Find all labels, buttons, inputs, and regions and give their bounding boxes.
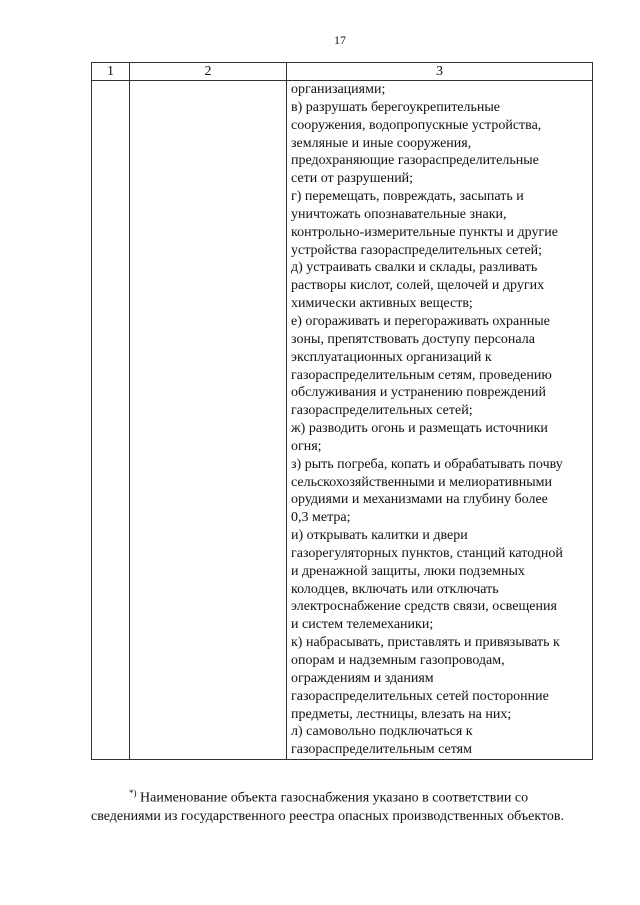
cell-text-line: в) разрушать берегоукрепительные [291,99,501,115]
table-header-row [92,63,593,81]
table-row [92,81,593,760]
page-number: 17 [334,33,346,47]
footnote [91,784,592,826]
cell-text-line: л) самовольно подключаться к [291,724,473,740]
cell-text-line: устройства газораспределительных сетей; [291,242,543,258]
header-col-1: 1 [92,63,130,81]
cell-text-line: огня; [291,438,322,454]
header-col-2: 2 [130,63,287,81]
cell-text-line: колодцев, включать или отключать [291,581,499,597]
cell-col-3 [287,81,593,760]
cell-text-line: опорам и надземным газопроводам, [291,653,505,668]
footnote-text-first: Наименование объекта газоснабжения указано в соответствии со [140,790,529,806]
cell-text-line: зоны, препятствовать доступу персонала [291,331,535,347]
cell-col-1 [92,81,130,760]
cell-text-line: эксплуатационных организаций к [291,349,492,365]
cell-text-line: и) открывать калитки и двери [291,528,468,544]
cell-text-line: предохраняющие газораспределительные [291,153,539,169]
cell-text-line: сети от разрушений; [291,171,414,187]
cell-text-line: организациями; [291,82,386,97]
cell-text-line: газораспределительным сетям, проведению [291,367,552,383]
cell-text-line: газораспределительных сетей; [291,403,473,419]
cell-text-line: уничтожать опознавательные знаки, [291,206,507,222]
footnote-marker: *) [129,788,137,798]
cell-text-line: е) огораживать и перегораживать охранные [291,313,550,329]
cell-text-line: ж) разводить огонь и размещать источники [291,421,548,437]
cell-text-line: контрольно-измерительные пункты и другие [291,224,558,240]
cell-text-line: д) устраивать свалки и склады, разливать [291,260,538,276]
cell-text-line: сельскохозяйственными и мелиоративными [291,474,553,490]
cell-text-line: газораспределительных сетей посторонние [291,688,549,704]
cell-text-line: электроснабжение средств связи, освещения [291,599,557,615]
cell-text-line: химически активных веществ; [291,296,473,312]
cell-col-2 [130,81,287,760]
cell-text-line: к) набрасывать, приставлять и привязывать к [291,635,560,651]
cell-text-line: и дренажной защиты, люки подземных [291,563,525,579]
cell-text-line: ограждениям и зданиям [291,670,434,686]
cell-text-line: 0,3 метра; [291,510,351,526]
cell-text-line: орудиями и механизмами на глубину более [291,492,548,508]
cell-text-line: предметы, лестницы, влезать на них; [291,706,512,722]
cell-text-line: г) перемещать, повреждать, засыпать и [291,189,524,205]
cell-text-line: и систем телемеханики; [291,617,434,633]
cell-text-line: земляные и иные сооружения, [291,135,472,151]
footnote-text-rest: сведениями из государственного реестра опасных производственных объектов. [91,808,564,824]
cell-text-line: газораспределительным сетям [291,742,472,758]
restrictions-table [91,62,593,760]
header-col-3: 3 [287,63,593,81]
cell-text-line: обслуживания и устранению повреждений [291,385,547,401]
cell-text-line: газорегуляторных пунктов, станций катодной [291,545,563,561]
cell-text-line: з) рыть погреба, копать и обрабатывать почву [291,456,563,472]
cell-text-line: сооружения, водопропускные устройства, [291,117,542,133]
cell-text-line: растворы кислот, солей, щелочей и других [291,278,545,294]
